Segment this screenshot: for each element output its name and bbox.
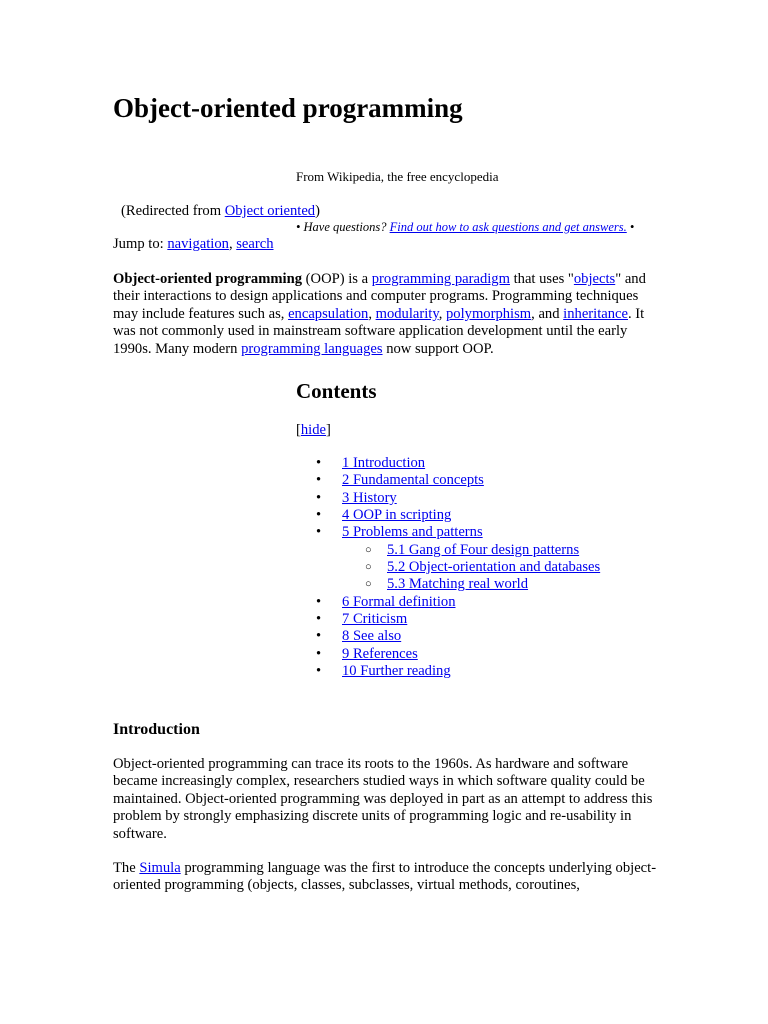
- site-tagline: From Wikipedia, the free encyclopedia: [296, 169, 499, 184]
- bullet-icon: •: [316, 455, 322, 471]
- toc-link[interactable]: 5.1 Gang of Four design patterns: [387, 541, 580, 558]
- objects-link[interactable]: objects: [573, 271, 616, 287]
- bullet-icon: •: [316, 472, 322, 489]
- toc-item-formal-definition: [296, 594, 600, 611]
- bullet-icon: •: [316, 611, 322, 628]
- toc-item-introduction: [296, 455, 600, 472]
- toc-link[interactable]: 2 Fundamental concepts: [342, 472, 484, 489]
- lead-text: " and their interactions to design applications and computer programs. Programming techniques may include features such as,: [113, 271, 646, 322]
- toc-hide-toggle: [296, 422, 331, 439]
- toc-item-see-also: [296, 628, 600, 645]
- lead-paragraph: [113, 271, 658, 358]
- toc-item-further-reading: [296, 663, 600, 680]
- table-of-contents: [296, 455, 600, 680]
- lead-text: . It was not commonly used in mainstream software application development until the early 1990s. Many modern: [113, 305, 645, 357]
- redirect-link[interactable]: Object oriented: [224, 203, 316, 219]
- toc-item-history: [296, 490, 600, 507]
- introduction-paragraph: Object-oriented programming can trace its roots to the 1960s. As hardware and software became increasingly complex, researchers studied ways in which software quality could be maintained. Object-oriented programming was deployed in part as an attempt to address this problem by strongly emphasizing discrete units of programming logic and re-usability in software.: [113, 756, 653, 842]
- lead-bold-term: Object-oriented programming: [113, 271, 303, 287]
- modularity-link[interactable]: modularity: [375, 305, 439, 322]
- questions-suffix: •: [626, 220, 635, 234]
- toc-item-matching-real-world: [296, 576, 600, 593]
- page-title: Object-oriented programming: [113, 93, 463, 123]
- simula-paragraph: [113, 860, 658, 895]
- questions-notice: [296, 219, 634, 235]
- toc-hide-open: [: [296, 422, 301, 438]
- toc-link[interactable]: 8 See also: [342, 628, 402, 645]
- bullet-icon: •: [316, 489, 322, 506]
- redirect-notice: [121, 203, 320, 220]
- redirect-prefix: (Redirected from: [121, 203, 225, 219]
- toc-heading: Contents: [296, 379, 377, 403]
- toc-item-criticism: [296, 611, 600, 628]
- bullet-icon: •: [316, 628, 322, 645]
- toc-item-gang-of-four: [296, 542, 600, 559]
- circle-bullet-icon: ○: [365, 578, 372, 591]
- toc-hide-link[interactable]: hide: [300, 422, 327, 438]
- lead-text: ,: [368, 305, 376, 322]
- toc-link[interactable]: 4 OOP in scripting: [342, 507, 452, 524]
- toc-link[interactable]: 7 Criticism: [342, 611, 408, 628]
- navigation-link[interactable]: navigation: [167, 236, 229, 252]
- toc-link[interactable]: 5.2 Object-orientation and databases: [387, 559, 601, 576]
- lead-text: now support OOP.: [382, 340, 494, 357]
- programming-languages-link[interactable]: programming languages: [241, 340, 383, 357]
- questions-prefix: • Have questions?: [296, 220, 390, 234]
- simula-text: programming language was the first to introduce the concepts underlying object-oriented programming (objects, classes, subclasses, virtual methods, coroutines,: [113, 860, 657, 894]
- questions-link[interactable]: Find out how to ask questions and get answers.: [389, 220, 627, 234]
- circle-bullet-icon: ○: [365, 543, 372, 556]
- simula-text: The: [113, 860, 140, 876]
- jump-to-bar: [113, 236, 274, 253]
- toc-link[interactable]: 3 History: [342, 489, 397, 506]
- toc-item-references: [296, 646, 600, 663]
- toc-link[interactable]: 10 Further reading: [342, 663, 451, 680]
- lead-text: that uses ": [509, 271, 574, 287]
- circle-bullet-icon: ○: [365, 561, 372, 574]
- toc-link[interactable]: 5 Problems and patterns: [342, 524, 483, 541]
- programming-paradigm-link[interactable]: programming paradigm: [371, 271, 510, 287]
- simula-link[interactable]: Simula: [139, 860, 181, 876]
- toc-hide-close: ]: [326, 422, 331, 438]
- inheritance-link[interactable]: inheritance: [563, 305, 628, 322]
- lead-text: (OOP) is a: [302, 271, 372, 287]
- lead-text: ,: [438, 305, 446, 322]
- bullet-icon: •: [316, 645, 322, 662]
- bullet-icon: •: [316, 524, 322, 541]
- search-link[interactable]: search: [236, 236, 274, 252]
- jump-prefix: Jump to:: [113, 236, 168, 252]
- encapsulation-link[interactable]: encapsulation: [288, 305, 369, 322]
- redirect-suffix: ): [315, 203, 320, 219]
- bullet-icon: •: [316, 663, 322, 680]
- toc-item-oop-in-scripting: [296, 507, 600, 524]
- polymorphism-link[interactable]: polymorphism: [446, 305, 532, 322]
- section-heading-introduction: Introduction: [113, 721, 200, 738]
- toc-link[interactable]: 5.3 Matching real world: [387, 576, 529, 593]
- toc-item-object-orientation-databases: [296, 559, 600, 576]
- toc-link[interactable]: 6 Formal definition: [342, 593, 456, 610]
- toc-link[interactable]: 1 Introduction: [342, 455, 426, 471]
- toc-item-problems-and-patterns: [296, 524, 600, 541]
- bullet-icon: •: [316, 593, 322, 610]
- lead-text: , and: [531, 305, 564, 322]
- jump-separator: ,: [228, 236, 237, 252]
- toc-item-fundamental-concepts: [296, 472, 600, 489]
- bullet-icon: •: [316, 507, 322, 524]
- toc-link[interactable]: 9 References: [342, 645, 418, 662]
